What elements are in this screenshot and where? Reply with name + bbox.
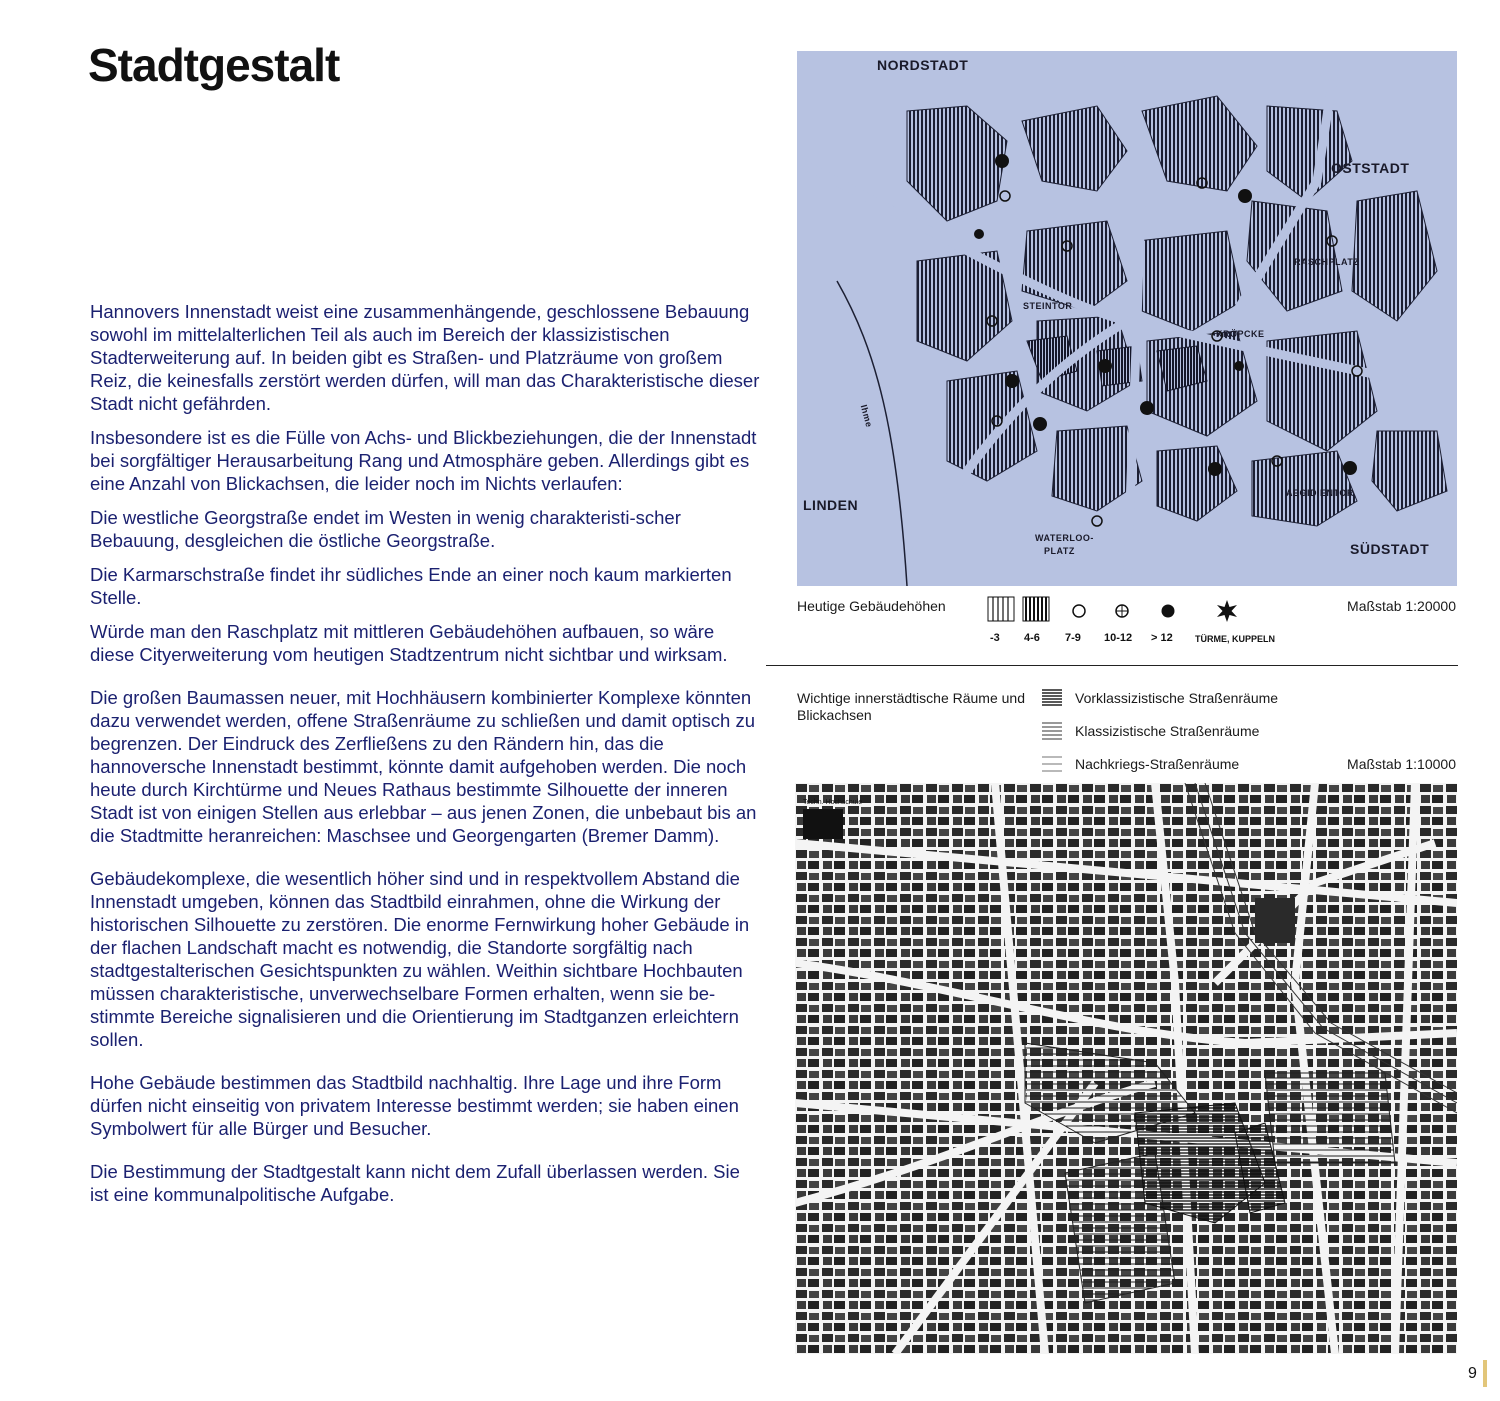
height-label: > 12: [1151, 632, 1173, 644]
roads: [797, 51, 1457, 586]
height-label: 10-12: [1104, 632, 1133, 644]
street-spaces-legend: [797, 688, 1460, 778]
pre-classicist-swatch: [1042, 688, 1062, 708]
page-marker: [1483, 1360, 1487, 1387]
paragraph: Gebäudekomplexe, die wesentlich höher sind und in respektvollem Abstand die Innenstadt umgeben, können das Stadtbild einrahmen, ohne die Wirkung der historischen Silhouette zu zerstören. Die enorme Fernwirkung hoher Gebäude in der flachen Landschaft macht es notwendig, die Standorte sorgfältig nach stadtgestalterischen Gesichtspunkten zu wählen. Weithin sichtbare Hochbauten müssen charakteristische, unverwechselbare Formen erhalten, wenn sie be-stimmte Bereiche signalisieren und die Orientierung im Stadtganzen erleichtern sollen.: [90, 868, 750, 1050]
map-label-raschplatz: RASCHPLATZ: [1294, 257, 1360, 267]
paragraph: Hannovers Innenstadt weist eine zusammenhängende, geschlossene Bebauung sowohl im mittelalterlichen Teil als auch im Bereich der klassizistischen Stadterweiterung auf. In beiden gibt es Straßen- und Platzräume von großem Reiz, die keinesfalls zerstört werden dürfen, will man das Charakteristische dieser Stadt nicht gefährden.: [90, 301, 760, 414]
divider: [766, 665, 1458, 666]
height-10-12-symbol: [1114, 603, 1130, 619]
legend-item-label: Klassizistische Straßenräume: [1075, 723, 1260, 739]
paragraph: Insbesondere ist es die Fülle von Achs- und Blickbeziehungen, die der Innenstadt bei sorgfältiger Herausarbeitung Rang und Atmosphäre geben. Allerdings gibt es eine Anzahl von Blickachsen, die leider noch im Nichts verlaufen:: [90, 427, 757, 494]
map-label-platz: PLATZ: [1044, 546, 1075, 556]
map-label-aegidientor: AEGIDIENTOR: [1286, 488, 1354, 498]
ihme-river: [837, 281, 907, 586]
street-spaces-map-drawing: [795, 783, 1457, 1354]
map-label-steintor: STEINTOR: [1023, 301, 1073, 311]
map-scale: Maßstab 1:20000: [1347, 598, 1456, 614]
height-over-12-symbol: [1160, 603, 1176, 619]
tower-dome-symbol: [1216, 600, 1238, 622]
paragraph: Die Bestimmung der Stadtgestalt kann nicht dem Zufall überlassen werden. Sie ist eine kommunalpolitische Aufgabe.: [90, 1161, 740, 1205]
map-label-waterloo: WATERLOO-: [1035, 533, 1094, 543]
map-label-suedstadt: SÜDSTADT: [1350, 541, 1430, 557]
paragraph: Die westliche Georgstraße endet im Westen in wenig charakteristi-scher Bebauung, desgleichen die östliche Georgstraße.: [90, 507, 681, 551]
height-label: -3: [990, 632, 1000, 644]
paragraph: Hohe Gebäude bestimmen das Stadtbild nachhaltig. Ihre Lage und ihre Form dürfen nicht einseitig von privatem Interesse bestimmt werden; sie haben einen Symbolwert für alle Bürger und Besucher.: [90, 1072, 739, 1139]
map-label-hochschule: Techn. Hochschule: [803, 799, 863, 806]
page-number: 9: [1468, 1365, 1477, 1382]
legend-title: Wichtige innerstädtische Räume und Blickachsen: [797, 690, 1026, 723]
building-heights-map-drawing: [797, 51, 1457, 586]
body-text: [90, 300, 760, 1217]
height-7-9-symbol: [1071, 603, 1087, 619]
height-3-swatch: [987, 596, 1015, 622]
map-label-nordstadt: NORDSTADT: [877, 57, 969, 73]
post-war-swatch: [1042, 754, 1062, 774]
building-heights-map: [797, 51, 1457, 586]
map-label-linden: LINDEN: [803, 497, 859, 513]
map-scale: Maßstab 1:10000: [1347, 756, 1456, 772]
height-label: 4-6: [1024, 632, 1040, 644]
university-building: [803, 809, 843, 839]
street-spaces-map: [795, 783, 1457, 1354]
page-title: Stadtgestalt: [88, 39, 340, 91]
legend-item-label: Vorklassizistische Straßenräume: [1075, 690, 1279, 706]
paragraph: Die Karmarschstraße findet ihr südliches Ende an einer noch kaum markierten Stelle.: [90, 564, 732, 608]
height-label: 7-9: [1065, 632, 1081, 644]
legend-title: Heutige Gebäudehöhen: [797, 598, 946, 614]
legend-item-label: Nachkriegs-Straßenräume: [1075, 756, 1240, 772]
station-building: [1255, 898, 1295, 943]
building-heights-legend: [797, 596, 1460, 646]
paragraph: Würde man den Raschplatz mit mittleren Gebäudehöhen aufbauen, so wäre diese Cityerweiterung vom heutigen Stadtzentrum nicht sichtbar und wirksam.: [90, 621, 728, 665]
map-label-oststadt: OSTSTADT: [1331, 160, 1410, 176]
map-label-kroepcke: KRÖPCKE: [1216, 329, 1265, 339]
classicist-swatch: [1042, 721, 1062, 741]
height-4-6-swatch: [1022, 596, 1050, 622]
paragraph: Die großen Baumassen neuer, mit Hochhäusern kombinierter Komplexe könnten dazu verwendet werden, offene Straßenräume zu schließen und damit optisch zu begrenzen. Der Eindruck des Zerfließens zu den Rändern hin, das die hannoversche Innenstadt bestimmt, könnte damit aufgehoben werden. Die noch heute durch Kirchtürme und Neues Rathaus bestimmte Silhouette der inneren Stadt ist von einigen Stellen aus erlebbar – aus jenen Zonen, die unbebaut bis an die Stadtmitte heranreichen: Maschsee und Georgengarten (Bremer Damm).: [90, 687, 757, 846]
map-label-ihme: Ihme: [858, 403, 875, 429]
height-label: TÜRME, KUPPELN: [1195, 634, 1276, 644]
